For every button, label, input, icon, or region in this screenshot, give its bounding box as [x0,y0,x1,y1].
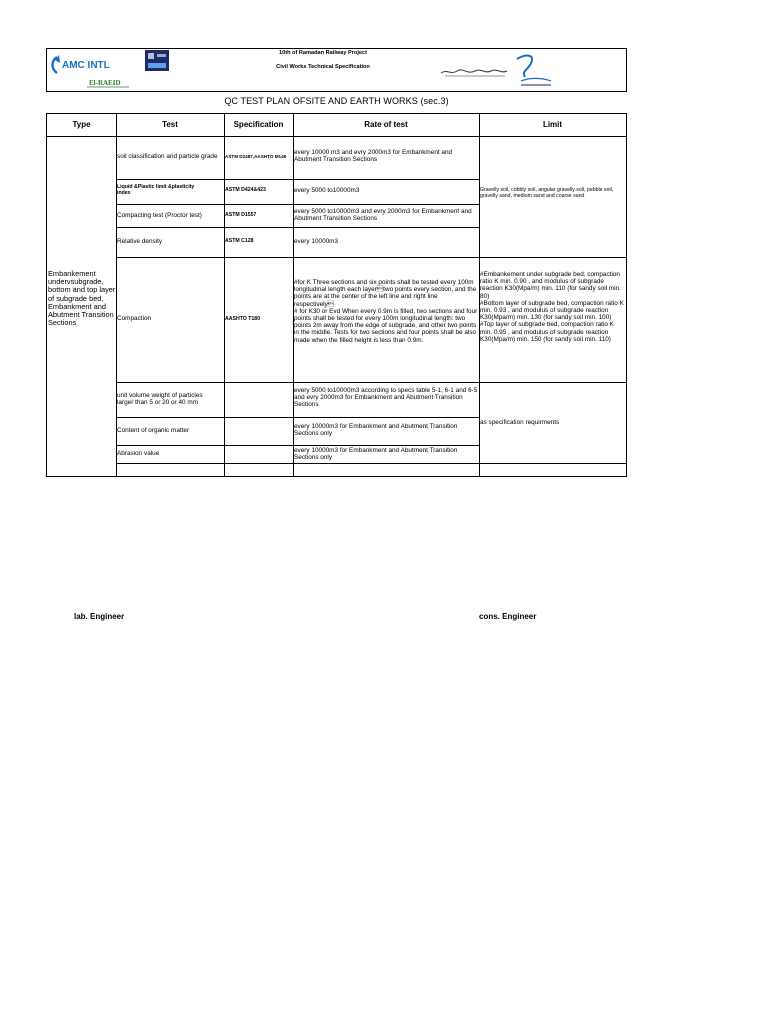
spec-cell: ASTM D2487,AASHTO M145 [225,154,287,159]
row-divider [116,463,626,464]
col-header-specification: Specification [233,120,284,129]
row-divider [116,204,480,205]
rate-cell: every 10000m3 for Embankment and Abutment Transition Sections only [294,447,458,462]
test-cell: Abrasion value [117,450,160,457]
blue-company-logo [145,50,217,72]
test-cell: Compaction [117,315,152,322]
header-titles [223,49,423,91]
row-divider [116,227,480,228]
rate-cell: every 10000m3 [294,238,339,245]
rate-cell: every 5000 to10000m3 according to specs table 5-1, 6-1 and 6-5 and evry 2000m3 for Embankment and Abutment Transition Sections [294,387,478,409]
test-cell: Content of organic matter [117,427,190,434]
row-divider [116,445,480,446]
spec-cell: ASTM D424&423 [225,187,266,193]
lab-engineer-label: lab. Engineer [74,612,125,621]
type-cell: Embankement undervsubgrade, bottom and top layer of subgrade bed, Embankment and Abutment Transition Sections [48,269,116,328]
limit-cell: Gravelly soil, cobbly soil, angular gravelly soil, pebble soil, gravelly sand, medium sand and coarse sand [480,187,614,200]
cons-engineer-label: cons. Engineer [479,612,537,621]
col-header-limit: Limit [542,120,563,129]
test-cell: unit volume weight of particles larger than 5 or 20 or 40 mm [117,392,203,407]
spec-cell: ASTM D1557 [225,212,257,218]
test-cell: Compacting test (Proctor test) [117,212,202,219]
header-divider [47,136,626,137]
col-header-rate: Rate of test [364,120,408,129]
row-divider [116,382,626,383]
rate-cell: every 10000 m3 and evry 2000m3 for Embankment and Abutment Transition Sections [294,149,453,164]
row-divider [116,179,480,180]
test-cell: Relative density [117,238,163,245]
col-header-test: Test [162,120,178,129]
rate-cell: every 5000 to10000m3 [294,187,360,194]
amc-intl-logo [49,51,145,91]
project-title: 10th of Ramadan Railway Project [279,50,367,56]
spec-cell: AASHTO T180 [225,316,261,322]
limit-cell: as specification requirments [480,419,560,426]
test-cell: Liquid &Plastic limit &plasticity index [117,184,195,197]
qc-test-plan-table [46,113,627,477]
row-divider [116,257,626,258]
spec-cell: ASTM C128 [225,238,254,244]
page-title: QC TEST PLAN OFSITE AND EARTH WORKS (sec.3) [224,96,449,106]
document-header [46,48,627,92]
amc-logo-text: AMC INTL [62,60,110,71]
grid-line [224,114,225,476]
limit-cell: #Embankement under subgrade bed, compaction ratio K min. 0.90 , and modulus of subgrade reaction K30(Mpa/m) min. 110 (for sandy soil min. 80) #Bottom layer of subgrade bed, compaction ratio K min. 0.93 , and modulus of subgrade reaction K30(Mpa/m) min. 130 (for sandy soil min. 100) #Top layer of subgrade bed, compaction ratio K min. 0.95 , and modulus of subgrade reaction K30(Mpa/m) min. 150 (for sandy soil min. 110) [480,271,624,343]
elraeid-logo-text: El-RAEID [89,79,121,87]
test-cell: soil classification and particle grade [117,153,218,160]
col-header-type: Type [72,120,91,129]
arabic-authority-logo [435,51,555,91]
rate-cell: every 10000m3 for Embankment and Abutment Transition Sections only [294,423,458,438]
grid-line [116,114,117,476]
doc-title: Civil Works Technical Specification [276,64,370,70]
rate-cell: #for K Three sections and six points shall be tested every 100m longitudinal length each layertwo points every section, and the points are at the center of the left line and right line respectively # for K30 or Evd When every 0.9m is filled, two sections and four points shall be tested for every 100m longitudinal length: two points 2m away from the edge of subgrade, and other two points in the middle. Tests for two sections and four points shall be also made when the filled height is less than 0.9m. [294,279,478,344]
row-divider [116,417,480,418]
rate-cell: every 5000 to10000m3 and evry 2000m3 for Embankment and Abutment Transition Sections [294,208,472,223]
